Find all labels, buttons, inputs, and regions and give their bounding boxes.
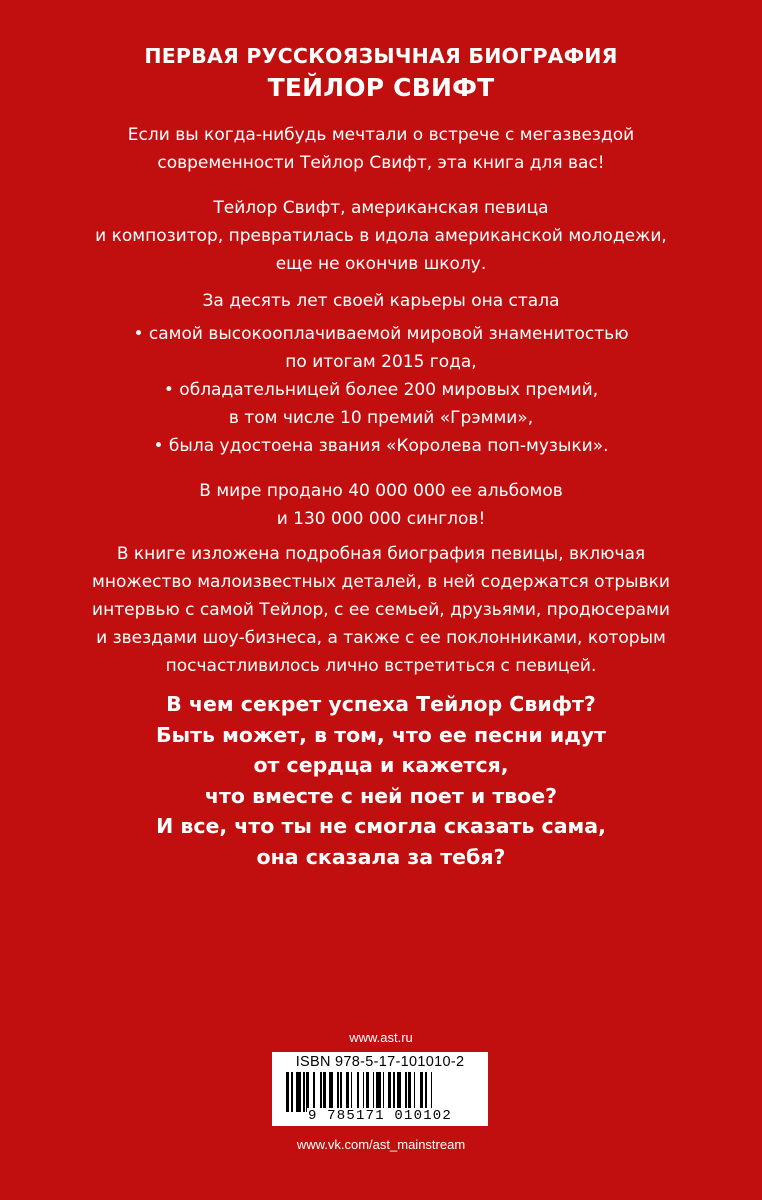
barcode-bar xyxy=(306,1072,309,1112)
question-line: И все, что ты не смогла сказать сама, xyxy=(156,814,606,838)
barcode-bar xyxy=(296,1072,301,1112)
barcode-bar xyxy=(323,1072,326,1112)
question-line: что вместе с ней поет и твое? xyxy=(204,783,558,808)
barcode-bar xyxy=(388,1072,391,1112)
barcode-bar xyxy=(383,1072,385,1112)
barcode-bar xyxy=(286,1072,289,1112)
sales-line: и 130 000 000 синглов! xyxy=(276,509,486,529)
achievement-line: по итогам 2015 года, xyxy=(285,352,477,372)
description-line: множество малоизвестных деталей, в ней содержатся отрывки xyxy=(92,572,670,592)
about-line: еще не окончив школу. xyxy=(275,254,487,274)
barcode-bar xyxy=(340,1072,342,1112)
barcode-bar xyxy=(346,1072,349,1112)
achievement-line: • была удостоена звания «Королева поп-музыки». xyxy=(153,436,609,456)
barcode-bar xyxy=(291,1072,293,1112)
barcode-digits-text: 9 785171 010102 xyxy=(307,1108,453,1124)
achievement-item xyxy=(60,432,702,460)
achievement-line: • самой высокооплачиваемой мировой знаменитостью xyxy=(133,324,629,344)
barcode-bar xyxy=(373,1072,375,1112)
barcode-bar xyxy=(337,1072,339,1112)
barcode-bar xyxy=(408,1072,411,1112)
title-line-2: ТЕЙЛОР СВИФТ xyxy=(267,73,495,102)
sales-line: В мире продано 40 000 000 ее альбомов xyxy=(199,481,563,501)
isbn-number: ISBN 978-5-17-101010-2 xyxy=(295,1054,465,1070)
title-line-1: ПЕРВАЯ РУССКОЯЗЫЧНАЯ БИОГРАФИЯ xyxy=(144,44,618,68)
barcode-bar xyxy=(397,1072,402,1112)
barcode-bar xyxy=(303,1072,305,1112)
career-intro xyxy=(60,287,702,315)
barcode-bar xyxy=(425,1072,427,1112)
achievement-item xyxy=(60,376,702,432)
barcode-bar xyxy=(393,1072,395,1112)
description-line: и звездами шоу-бизнеса, а также с ее поклонниками, которым xyxy=(96,628,666,648)
question-line: В чем секрет успеха Тейлор Свифт? xyxy=(166,692,596,716)
description-line: посчастливилось лично встретиться с певицей. xyxy=(165,656,597,676)
description-line: В книге изложена подробная биография певицы, включая xyxy=(116,544,646,564)
barcode-bar xyxy=(414,1072,416,1112)
barcode-bar xyxy=(329,1072,334,1112)
intro-line: современности Тейлор Свифт, эта книга для вас! xyxy=(157,153,605,173)
barcode-bar xyxy=(376,1072,381,1112)
isbn-barcode xyxy=(272,1052,488,1126)
barcode-bar xyxy=(366,1072,369,1112)
questions-block xyxy=(60,689,702,872)
barcode-bars xyxy=(286,1072,482,1112)
achievement-line: в том числе 10 премий «Грэмми», xyxy=(228,408,534,428)
description-line: интервью с самой Тейлор, с ее семьей, друзьями, продюсерами xyxy=(92,600,670,620)
career-intro-line: За десять лет своей карьеры она стала xyxy=(202,291,560,311)
barcode-bar xyxy=(320,1072,322,1112)
publisher-website: www.ast.ru xyxy=(349,1030,413,1045)
barcode-bar xyxy=(363,1072,365,1112)
barcode-bar xyxy=(313,1072,315,1112)
question-line: она сказала за тебя? xyxy=(256,844,506,869)
barcode-bar xyxy=(357,1072,359,1112)
barcode-bar xyxy=(431,1072,433,1112)
question-line: Быть может, в том, что ее песни идут xyxy=(155,722,607,747)
achievement-line: • обладательницей более 200 мировых премий, xyxy=(163,380,599,400)
question-line: от сердца и кажется, xyxy=(253,753,509,777)
barcode-digits xyxy=(272,1108,488,1124)
about-line: Тейлор Свифт, американская певица xyxy=(213,198,549,218)
barcode-bar xyxy=(420,1072,423,1112)
intro-line: Если вы когда-нибудь мечтали о встрече с мегазвездой xyxy=(127,125,635,145)
barcode-bar xyxy=(405,1072,407,1112)
cover-title xyxy=(0,40,762,104)
barcode-bar xyxy=(351,1072,353,1112)
about-paragraph xyxy=(60,194,702,278)
vk-link: www.vk.com/ast_mainstream xyxy=(296,1137,466,1152)
description-paragraph xyxy=(60,540,702,680)
about-line: и композитор, превратилась в идола американской молодежи, xyxy=(95,226,667,246)
sales-paragraph xyxy=(60,477,702,533)
intro-paragraph xyxy=(60,121,702,177)
achievement-item xyxy=(60,320,702,376)
